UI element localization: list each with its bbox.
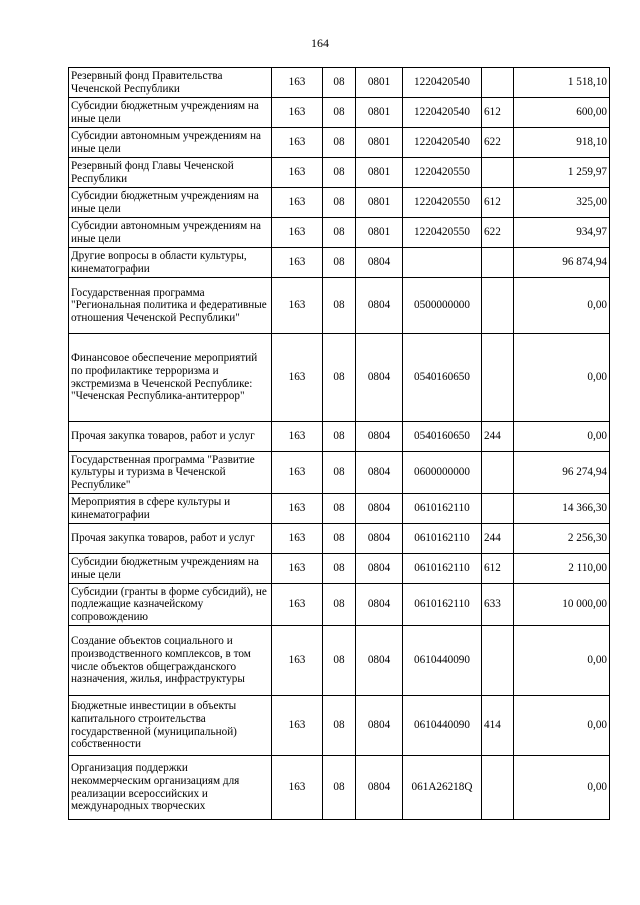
row-section-cell: 08 <box>323 422 356 452</box>
row-sum-cell: 1 259,97 <box>514 158 610 188</box>
row-target-article-cell: 0500000000 <box>403 278 482 334</box>
row-subsection-cell: 0801 <box>356 218 403 248</box>
row-name-cell: Финансовое обеспечение мероприятий по профилактике терроризма и экстремизма в Чеченской Республике: "Чеченская Республика-антитеррор" <box>69 334 272 422</box>
table-row <box>69 248 610 278</box>
row-subsection-cell: 0804 <box>356 554 403 584</box>
row-ved-cell: 163 <box>272 756 323 820</box>
row-name-cell: Организация поддержки некоммерческим организациям для реализации всероссийских и международных творческих <box>69 756 272 820</box>
row-expense-type-cell <box>482 334 514 422</box>
table-row <box>69 756 610 820</box>
row-name-cell: Резервный фонд Правительства Чеченской Республики <box>69 68 272 98</box>
row-section-cell: 08 <box>323 494 356 524</box>
row-expense-type-cell: 244 <box>482 422 514 452</box>
table-row <box>69 218 610 248</box>
table-row <box>69 188 610 218</box>
row-ved-cell: 163 <box>272 554 323 584</box>
row-expense-type-cell: 622 <box>482 218 514 248</box>
row-ved-cell: 163 <box>272 278 323 334</box>
row-ved-cell: 163 <box>272 334 323 422</box>
row-target-article-cell: 0610162110 <box>403 554 482 584</box>
row-sum-cell: 934,97 <box>514 218 610 248</box>
row-ved-cell: 163 <box>272 626 323 696</box>
row-section-cell: 08 <box>323 158 356 188</box>
row-subsection-cell: 0801 <box>356 158 403 188</box>
row-target-article-cell: 0600000000 <box>403 452 482 494</box>
row-expense-type-cell <box>482 158 514 188</box>
row-expense-type-cell <box>482 626 514 696</box>
row-subsection-cell: 0801 <box>356 128 403 158</box>
row-subsection-cell: 0801 <box>356 188 403 218</box>
row-ved-cell: 163 <box>272 128 323 158</box>
row-name-cell: Мероприятия в сфере культуры и кинематографии <box>69 494 272 524</box>
table-row <box>69 696 610 756</box>
row-expense-type-cell: 244 <box>482 524 514 554</box>
row-name-cell: Субсидии (гранты в форме субсидий), не подлежащие казначейскому сопровождению <box>69 584 272 626</box>
row-name-cell: Субсидии бюджетным учреждениям на иные цели <box>69 554 272 584</box>
row-subsection-cell: 0804 <box>356 248 403 278</box>
row-subsection-cell: 0801 <box>356 98 403 128</box>
row-ved-cell: 163 <box>272 188 323 218</box>
row-expense-type-cell: 622 <box>482 128 514 158</box>
table-row <box>69 494 610 524</box>
row-sum-cell: 0,00 <box>514 696 610 756</box>
row-expense-type-cell <box>482 278 514 334</box>
table-row <box>69 554 610 584</box>
row-name-cell: Государственная программа "Региональная политика и федеративные отношения Чеченской Республики" <box>69 278 272 334</box>
row-subsection-cell: 0804 <box>356 452 403 494</box>
row-name-cell: Бюджетные инвестиции в объекты капитального строительства государственной (муниципальной) собственности <box>69 696 272 756</box>
row-subsection-cell: 0804 <box>356 696 403 756</box>
row-target-article-cell: 0540160650 <box>403 334 482 422</box>
row-subsection-cell: 0804 <box>356 524 403 554</box>
row-sum-cell: 325,00 <box>514 188 610 218</box>
row-subsection-cell: 0801 <box>356 68 403 98</box>
table-row <box>69 584 610 626</box>
row-section-cell: 08 <box>323 756 356 820</box>
row-section-cell: 08 <box>323 554 356 584</box>
row-section-cell: 08 <box>323 248 356 278</box>
row-target-article-cell: 1220420550 <box>403 158 482 188</box>
row-sum-cell: 600,00 <box>514 98 610 128</box>
table-row <box>69 98 610 128</box>
row-section-cell: 08 <box>323 524 356 554</box>
row-subsection-cell: 0804 <box>356 334 403 422</box>
table-row <box>69 128 610 158</box>
row-sum-cell: 1 518,10 <box>514 68 610 98</box>
row-expense-type-cell: 612 <box>482 98 514 128</box>
row-sum-cell: 96 274,94 <box>514 452 610 494</box>
row-name-cell: Создание объектов социального и производственного комплексов, в том числе объектов общегражданского назначения, жилья, инфраструктуры <box>69 626 272 696</box>
row-target-article-cell: 1220420540 <box>403 68 482 98</box>
row-subsection-cell: 0804 <box>356 626 403 696</box>
table-row <box>69 422 610 452</box>
row-expense-type-cell <box>482 494 514 524</box>
row-target-article-cell: 0610162110 <box>403 584 482 626</box>
row-sum-cell: 0,00 <box>514 756 610 820</box>
row-ved-cell: 163 <box>272 158 323 188</box>
row-ved-cell: 163 <box>272 218 323 248</box>
row-sum-cell: 918,10 <box>514 128 610 158</box>
row-ved-cell: 163 <box>272 524 323 554</box>
row-target-article-cell: 0610162110 <box>403 524 482 554</box>
table-row <box>69 626 610 696</box>
row-target-article-cell: 1220420550 <box>403 188 482 218</box>
row-name-cell: Субсидии автономным учреждениям на иные цели <box>69 128 272 158</box>
row-ved-cell: 163 <box>272 248 323 278</box>
row-section-cell: 08 <box>323 128 356 158</box>
row-expense-type-cell: 612 <box>482 188 514 218</box>
row-ved-cell: 163 <box>272 494 323 524</box>
row-target-article-cell: 061А26218Q <box>403 756 482 820</box>
row-sum-cell: 0,00 <box>514 626 610 696</box>
row-expense-type-cell <box>482 248 514 278</box>
row-target-article-cell: 1220420540 <box>403 128 482 158</box>
table-row <box>69 68 610 98</box>
table-row <box>69 278 610 334</box>
page-number: 164 <box>311 36 329 50</box>
row-target-article-cell: 1220420550 <box>403 218 482 248</box>
row-section-cell: 08 <box>323 452 356 494</box>
table-row <box>69 334 610 422</box>
row-ved-cell: 163 <box>272 696 323 756</box>
row-section-cell: 08 <box>323 584 356 626</box>
row-target-article-cell: 0610440090 <box>403 626 482 696</box>
row-sum-cell: 2 110,00 <box>514 554 610 584</box>
row-name-cell: Прочая закупка товаров, работ и услуг <box>69 524 272 554</box>
row-sum-cell: 0,00 <box>514 278 610 334</box>
row-ved-cell: 163 <box>272 68 323 98</box>
row-name-cell: Государственная программа "Развитие культуры и туризма в Чеченской Республике" <box>69 452 272 494</box>
row-subsection-cell: 0804 <box>356 756 403 820</box>
row-subsection-cell: 0804 <box>356 422 403 452</box>
row-expense-type-cell <box>482 452 514 494</box>
row-expense-type-cell: 414 <box>482 696 514 756</box>
row-sum-cell: 0,00 <box>514 334 610 422</box>
row-name-cell: Прочая закупка товаров, работ и услуг <box>69 422 272 452</box>
row-section-cell: 08 <box>323 98 356 128</box>
row-expense-type-cell <box>482 756 514 820</box>
row-name-cell: Субсидии автономным учреждениям на иные цели <box>69 218 272 248</box>
table-row <box>69 524 610 554</box>
row-name-cell: Резервный фонд Главы Чеченской Республики <box>69 158 272 188</box>
row-name-cell: Субсидии бюджетным учреждениям на иные цели <box>69 98 272 128</box>
row-section-cell: 08 <box>323 218 356 248</box>
row-name-cell: Субсидии бюджетным учреждениям на иные цели <box>69 188 272 218</box>
row-section-cell: 08 <box>323 278 356 334</box>
row-subsection-cell: 0804 <box>356 278 403 334</box>
row-ved-cell: 163 <box>272 98 323 128</box>
row-section-cell: 08 <box>323 626 356 696</box>
row-target-article-cell: 0540160650 <box>403 422 482 452</box>
row-ved-cell: 163 <box>272 584 323 626</box>
row-ved-cell: 163 <box>272 452 323 494</box>
row-section-cell: 08 <box>323 334 356 422</box>
row-target-article-cell <box>403 248 482 278</box>
row-name-cell: Другие вопросы в области культуры, кинематографии <box>69 248 272 278</box>
row-sum-cell: 2 256,30 <box>514 524 610 554</box>
row-target-article-cell: 1220420540 <box>403 98 482 128</box>
table-row <box>69 158 610 188</box>
row-expense-type-cell: 633 <box>482 584 514 626</box>
row-sum-cell: 96 874,94 <box>514 248 610 278</box>
row-section-cell: 08 <box>323 696 356 756</box>
row-section-cell: 08 <box>323 68 356 98</box>
row-sum-cell: 0,00 <box>514 422 610 452</box>
row-expense-type-cell: 612 <box>482 554 514 584</box>
row-target-article-cell: 0610440090 <box>403 696 482 756</box>
row-expense-type-cell <box>482 68 514 98</box>
row-subsection-cell: 0804 <box>356 584 403 626</box>
row-ved-cell: 163 <box>272 422 323 452</box>
row-target-article-cell: 0610162110 <box>403 494 482 524</box>
row-section-cell: 08 <box>323 188 356 218</box>
budget-table <box>68 67 610 820</box>
row-sum-cell: 14 366,30 <box>514 494 610 524</box>
row-sum-cell: 10 000,00 <box>514 584 610 626</box>
table-row <box>69 452 610 494</box>
row-subsection-cell: 0804 <box>356 494 403 524</box>
